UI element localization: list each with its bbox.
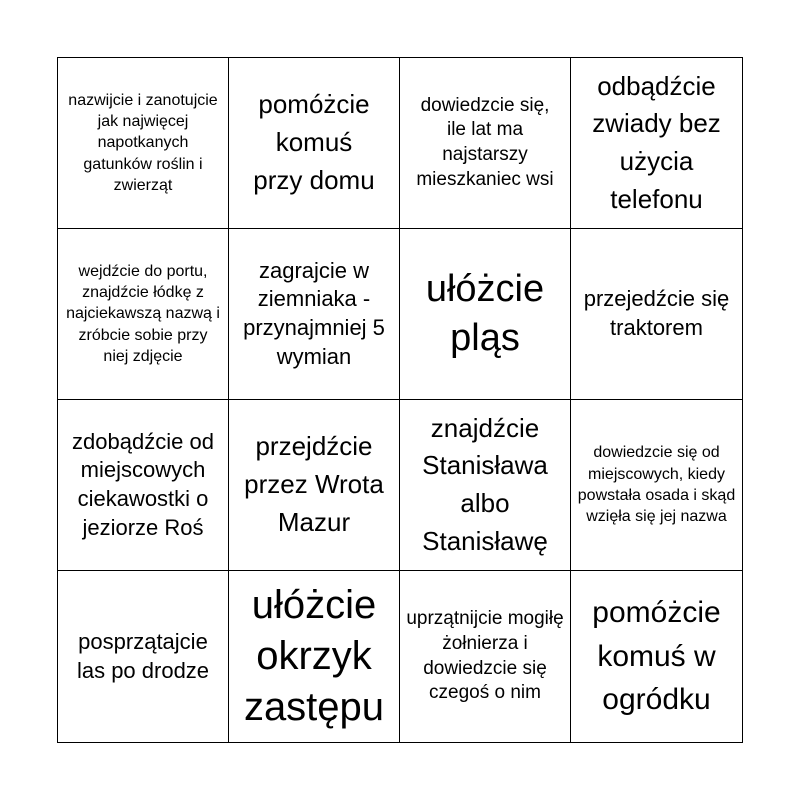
- cell-text: dowiedzcie się, ile lat ma najstarszy mieszkaniec wsi: [416, 94, 554, 190]
- bingo-cell[interactable]: [400, 58, 571, 229]
- cell-text: pomóżcie komuś przy domu: [253, 89, 375, 195]
- bingo-cell[interactable]: [571, 571, 742, 742]
- bingo-cell[interactable]: [400, 571, 571, 742]
- bingo-cell[interactable]: [400, 229, 571, 400]
- cell-text: przejedźcie się traktorem: [583, 286, 730, 340]
- cell-text: zdobądźcie od miejscowych ciekawostki o jeziorze Roś: [72, 428, 214, 540]
- cell-text: przejdźcie przez Wrota Mazur: [244, 431, 384, 537]
- bingo-cell[interactable]: [58, 229, 229, 400]
- cell-text: pomóżcie komuś w ogródku: [592, 596, 721, 717]
- bingo-cell[interactable]: [229, 400, 400, 571]
- bingo-cell[interactable]: [571, 229, 742, 400]
- bingo-cell[interactable]: [229, 58, 400, 229]
- bingo-board: [57, 57, 743, 743]
- bingo-cell[interactable]: [229, 229, 400, 400]
- bingo-cell[interactable]: [400, 400, 571, 571]
- bingo-cell[interactable]: [58, 400, 229, 571]
- cell-text: wejdźcie do portu, znajdźcie łódkę z najciekawszą nazwą i zróbcie sobie przy niej zdjęcie: [66, 262, 220, 365]
- cell-text: uprzątnijcie mogiłę żołnierza i dowiedzcie się czegoś o nim: [406, 608, 564, 704]
- bingo-cell[interactable]: [58, 571, 229, 742]
- bingo-cell[interactable]: [229, 571, 400, 742]
- bingo-cell[interactable]: [571, 58, 742, 229]
- cell-text: odbądźcie zwiady bez użycia telefonu: [592, 70, 721, 214]
- bingo-cell[interactable]: [58, 58, 229, 229]
- bingo-cell[interactable]: [571, 400, 742, 571]
- cell-text: ułóżcie okrzyk zastępu: [243, 582, 385, 730]
- cell-text: zagrajcie w ziemniaka - przynajmniej 5 wymian: [243, 257, 385, 369]
- cell-text: dowiedzcie się od miejscowych, kiedy powstała osada i skąd wzięła się jej nazwa: [577, 444, 736, 526]
- cell-text: ułóżcie pląs: [425, 267, 545, 359]
- cell-text: nazwijcie i zanotujcie jak najwięcej napotkanych gatunków roślin i zwierząt: [68, 91, 218, 194]
- cell-text: znajdźcie Stanisława albo Stanisławę: [422, 412, 548, 556]
- cell-text: posprzątajcie las po drodze: [76, 628, 210, 683]
